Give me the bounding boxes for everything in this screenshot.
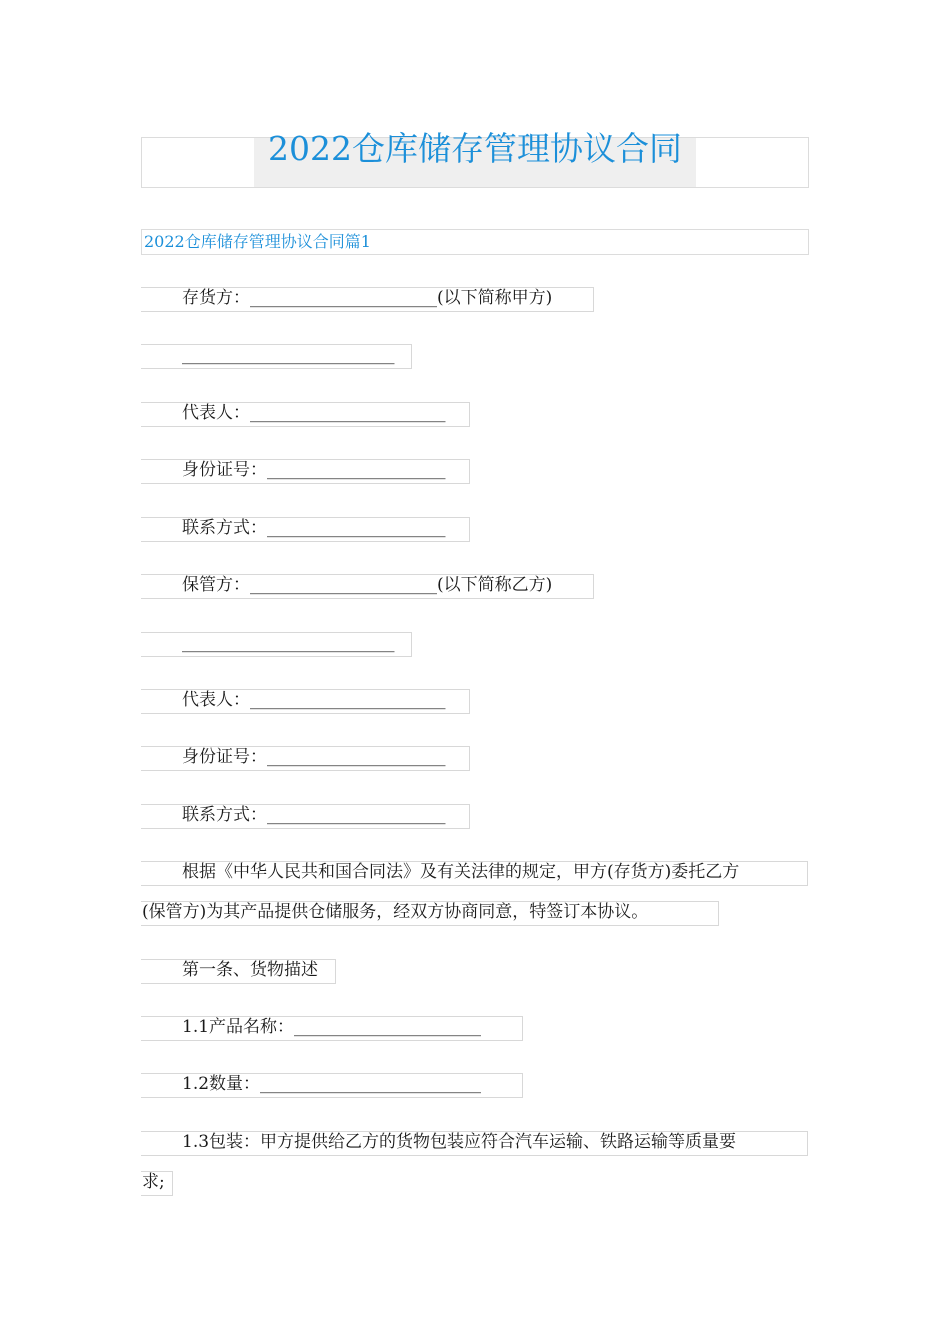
contact-line-b: 联系方式：_____________________	[182, 805, 446, 825]
item-quantity: 1.2数量：__________________________	[182, 1074, 482, 1094]
id-number-line-b: 身份证号：_____________________	[182, 747, 446, 767]
contact-line-a: 联系方式：_____________________	[182, 518, 446, 538]
item-packaging-line-1: 1.3包装：甲方提供给乙方的货物包装应符合汽车运输、铁路运输等质量要	[182, 1132, 737, 1152]
representative-line-b: 代表人：_______________________	[182, 690, 446, 710]
item-packaging-line-2: 求;	[142, 1172, 165, 1192]
representative-line-a: 代表人：_______________________	[182, 403, 446, 423]
document-title: 2022仓库储存管理协议合同	[268, 129, 682, 168]
item-product-name: 1.1产品名称：______________________	[182, 1017, 482, 1037]
depositor-line: 存货方：______________________(以下简称甲方)	[182, 288, 553, 308]
preamble-line-2: (保管方)为其产品提供仓储服务，经双方协商同意，特签订本协议。	[142, 902, 649, 922]
preamble-line-1: 根据《中华人民共和国合同法》及有关法律的规定，甲方(存货方)委托乙方	[182, 862, 740, 882]
custodian-blank-line: _________________________	[182, 633, 395, 653]
custodian-line: 保管方：______________________(以下简称乙方)	[182, 575, 553, 595]
article-1-heading: 第一条、货物描述	[182, 960, 318, 980]
depositor-blank-line: _________________________	[182, 345, 395, 365]
document-subtitle: 2022仓库储存管理协议合同篇1	[144, 232, 371, 251]
id-number-line-a: 身份证号：_____________________	[182, 460, 446, 480]
